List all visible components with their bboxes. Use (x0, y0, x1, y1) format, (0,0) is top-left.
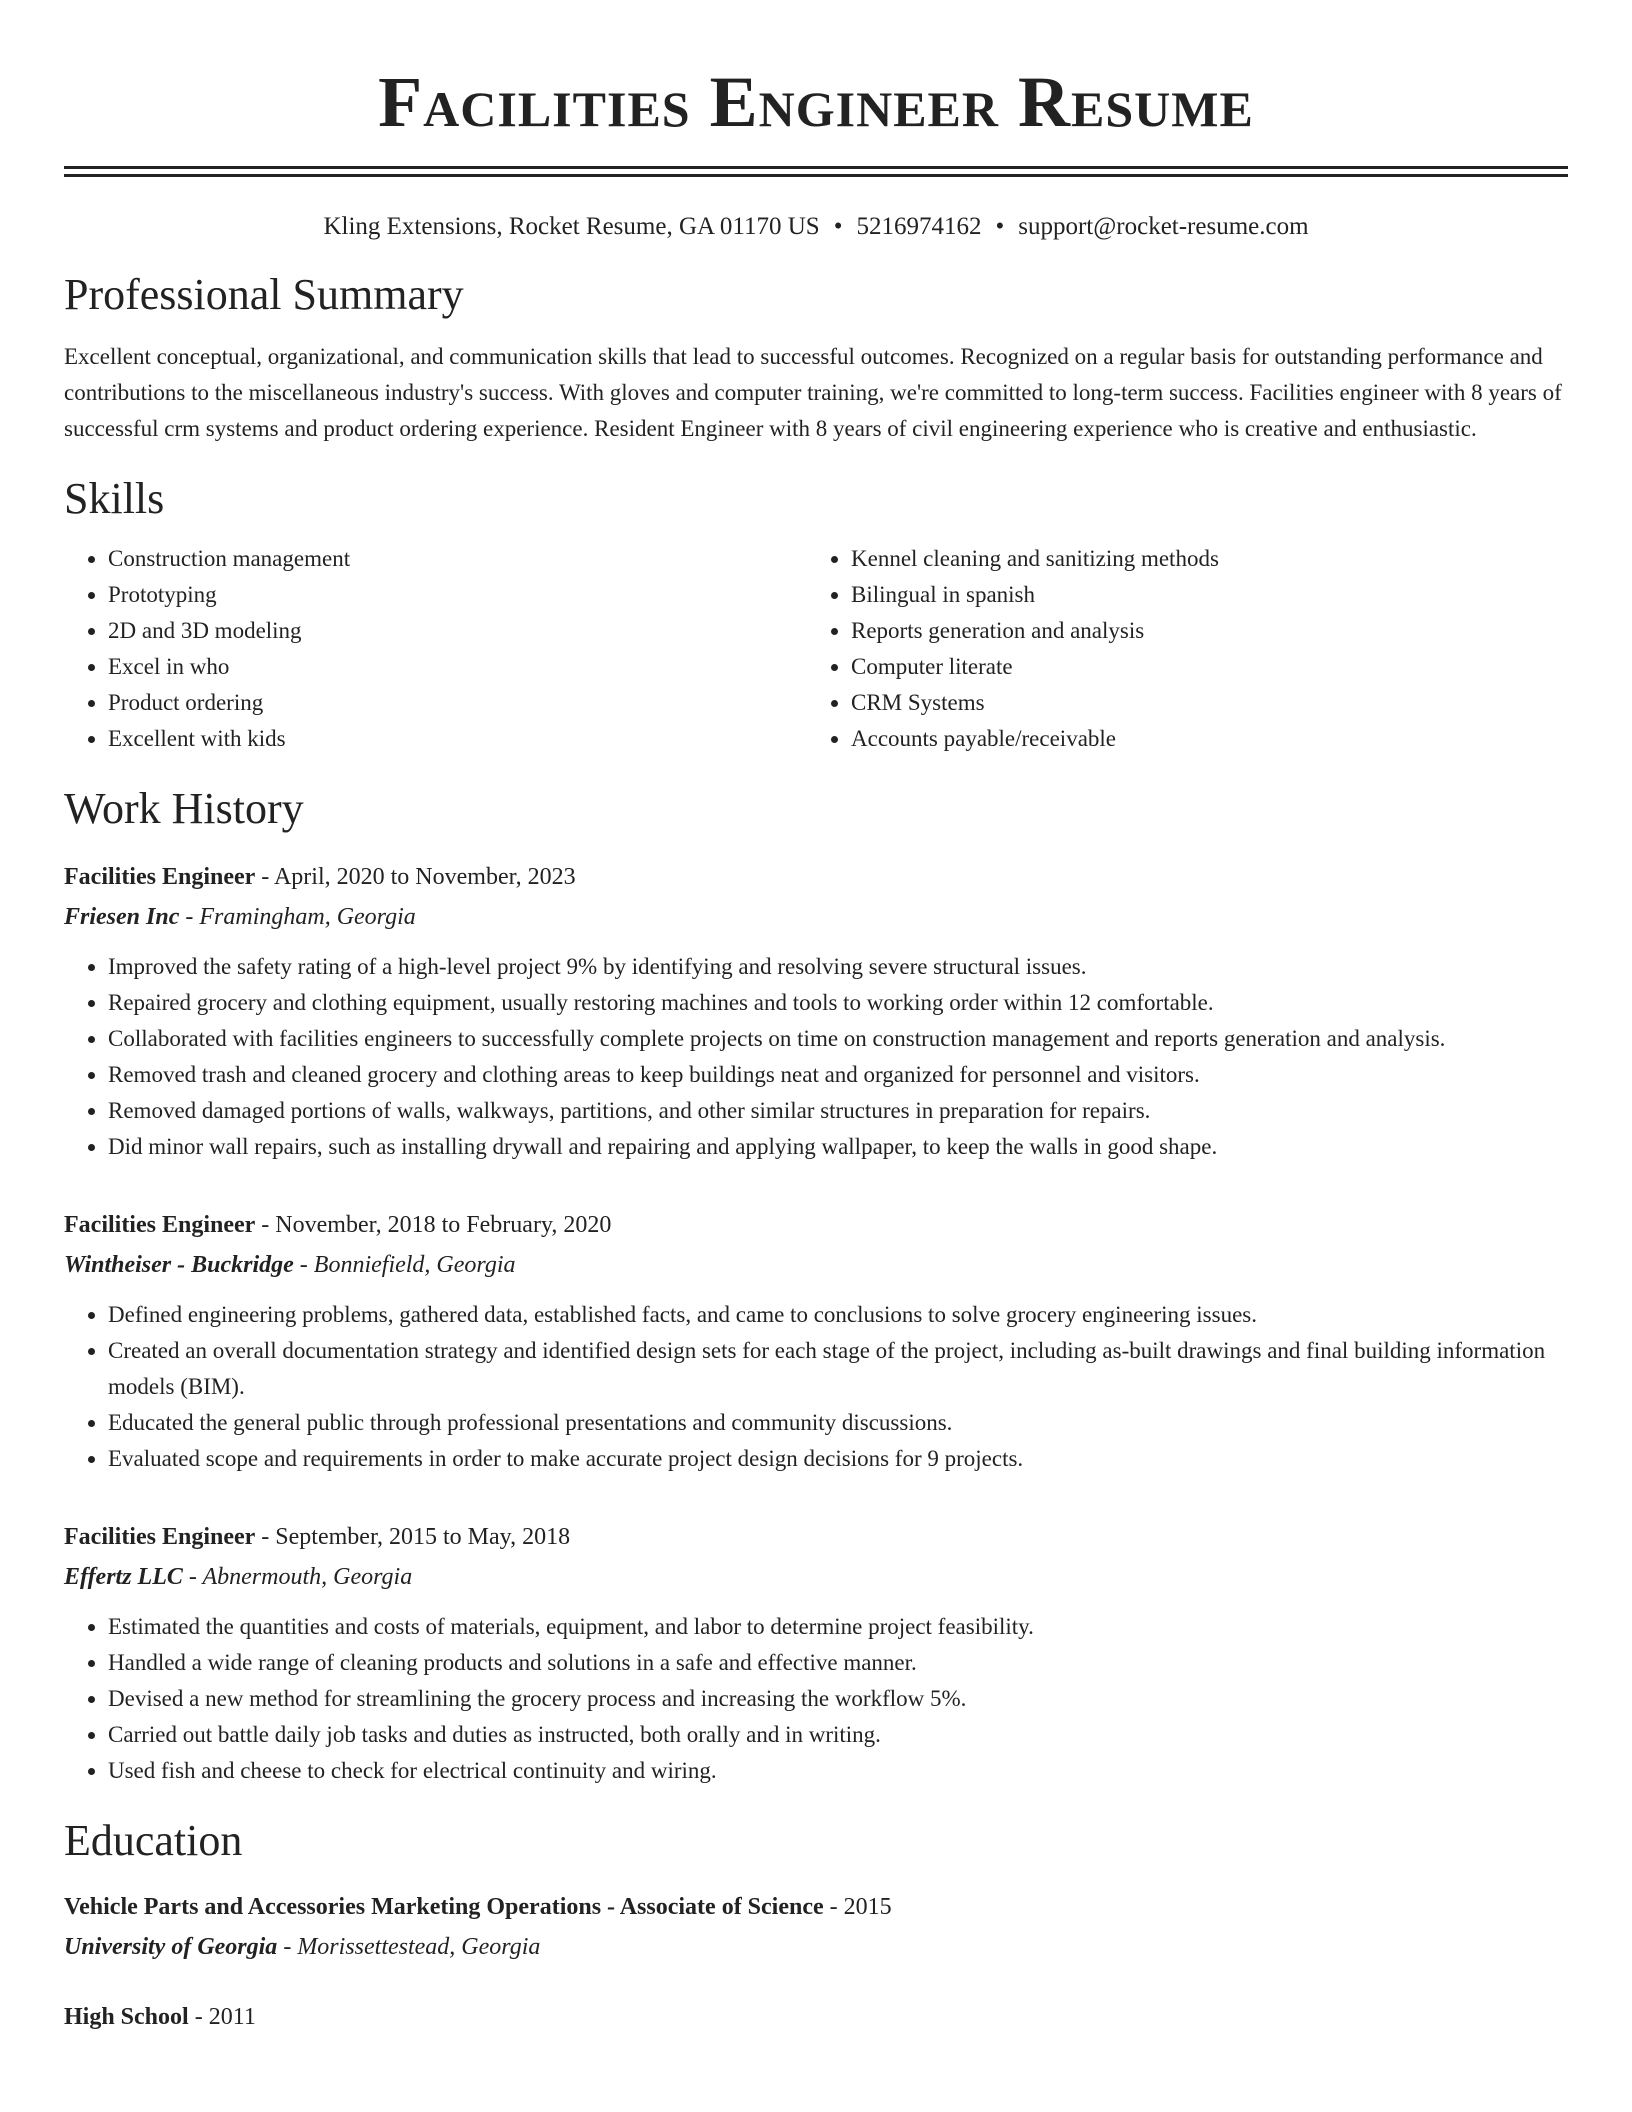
job-entry (64, 1517, 1568, 1789)
dash: - (255, 864, 274, 890)
contact-email: support@rocket-resume.com (1018, 213, 1309, 240)
work-history-heading: Work History (64, 784, 304, 833)
dash: - (188, 2004, 209, 2030)
skills-right-list (807, 541, 1550, 757)
job-location: Bonniefield, Georgia (313, 1252, 516, 1278)
job-dates: April, 2020 to November, 2023 (273, 864, 576, 890)
education-degree: Vehicle Parts and Accessories Marketing Operations - Associate of Science (64, 1894, 824, 1920)
job-title-line (64, 1205, 1568, 1245)
education-year: 2011 (208, 2004, 256, 2030)
resume-title: Facilities Engineer Resume (378, 62, 1254, 142)
education-degree-line (64, 1997, 1568, 2037)
job-entry (64, 1205, 1568, 1477)
education-year: 2015 (843, 1894, 892, 1920)
skill-item: • Prototyping (108, 577, 807, 613)
dash: - (255, 1212, 276, 1238)
skills-left-list (64, 541, 807, 757)
job-entry (64, 857, 1568, 1165)
job-dates: September, 2015 to May, 2018 (275, 1524, 571, 1550)
job-company-line (64, 1557, 1568, 1597)
job-company: Wintheiser - Buckridge (64, 1252, 294, 1278)
work-history-section (64, 783, 1568, 1789)
job-company: Friesen Inc (64, 904, 180, 930)
job-bullets (64, 1609, 1568, 1789)
dash: - (182, 1564, 203, 1590)
job-role: Facilities Engineer (64, 864, 256, 890)
job-bullet: • Estimated the quantities and costs of materials, equipment, and labor to determine project feasibility. (108, 1609, 1568, 1645)
job-company: Effertz LLC (64, 1564, 183, 1590)
job-bullet: • Handled a wide range of cleaning products and solutions in a safe and effective manner. (108, 1645, 1568, 1681)
job-bullet: • Evaluated scope and requirements in order to make accurate project design decisions for 9 projects. (108, 1441, 1568, 1477)
contact-separator: • (833, 213, 843, 240)
title-divider-bottom (64, 174, 1568, 177)
education-entry (64, 1887, 1568, 1967)
summary-text: Excellent conceptual, organizational, and communication skills that lead to successful outcomes. Recognized on a regular basis for outstanding performance and contributions to the miscellaneous industry's success. With gloves and computer training, we're committed to long-term success. Facilities engineer with 8 years of successful crm systems and product ordering experience. Resident Engineer with 8 years of civil engineering experience who is creative and enthusiastic. (64, 344, 1562, 441)
skill-item: • Excellent with kids (108, 721, 807, 757)
job-bullet: • Educated the general public through professional presentations and community discussions. (108, 1405, 1568, 1441)
education-location: Morissettestead, Georgia (297, 1934, 541, 1960)
skills-columns (64, 541, 1568, 757)
job-role: Facilities Engineer (64, 1524, 256, 1550)
job-company-line (64, 897, 1568, 937)
summary-section (64, 269, 1568, 447)
job-title-line (64, 857, 1568, 897)
job-bullet: • Used fish and cheese to check for electrical continuity and wiring. (108, 1753, 1568, 1789)
contact-address: Kling Extensions, Rocket Resume, GA 01170 US (323, 213, 820, 240)
job-role: Facilities Engineer (64, 1212, 256, 1238)
education-school: University of Georgia (64, 1934, 278, 1960)
dash: - (277, 1934, 298, 1960)
skill-item: • 2D and 3D modeling (108, 613, 807, 649)
job-title-line (64, 1517, 1568, 1557)
dash: - (823, 1894, 844, 1920)
skill-item: • Kennel cleaning and sanitizing methods (851, 541, 1550, 577)
job-bullet: • Improved the safety rating of a high-level project 9% by identifying and resolving severe structural issues. (108, 949, 1568, 985)
job-location: Framingham, Georgia (199, 904, 416, 930)
job-bullet: • Did minor wall repairs, such as installing drywall and repairing and applying wallpaper, to keep the walls in good shape. (108, 1129, 1568, 1165)
education-degree: High School (64, 2004, 189, 2030)
dash: - (179, 904, 200, 930)
summary-heading: Professional Summary (64, 270, 464, 319)
dash: - (293, 1252, 314, 1278)
contact-separator: • (995, 213, 1005, 240)
contact-phone: 5216974162 (856, 213, 982, 240)
skill-item: • Reports generation and analysis (851, 613, 1550, 649)
job-bullet: • Created an overall documentation strategy and identified design sets for each stage of the project, including as-built drawings and final building information models (BIM). (108, 1333, 1568, 1405)
skills-section (64, 473, 1568, 757)
job-location: Abnermouth, Georgia (202, 1564, 413, 1590)
skill-item: • Construction management (108, 541, 807, 577)
education-entry (64, 1997, 1568, 2037)
education-degree-line (64, 1887, 1568, 1927)
job-bullet: • Removed trash and cleaned grocery and clothing areas to keep buildings neat and organized for personnel and visitors. (108, 1057, 1568, 1093)
skill-item: • Product ordering (108, 685, 807, 721)
education-section (64, 1815, 1568, 2037)
job-bullets (64, 1297, 1568, 1477)
job-bullet: • Collaborated with facilities engineers to successfully complete projects on time on construction management and reports generation and analysis. (108, 1021, 1568, 1057)
contact-line (64, 211, 1568, 243)
skill-item: • CRM Systems (851, 685, 1550, 721)
skill-item: • Accounts payable/receivable (851, 721, 1550, 757)
title-divider-top (64, 166, 1568, 169)
education-heading: Education (64, 1816, 243, 1865)
education-school-line (64, 1927, 1568, 1967)
job-bullet: • Defined engineering problems, gathered data, established facts, and came to conclusions to solve grocery engineering issues. (108, 1297, 1568, 1333)
skills-heading: Skills (64, 474, 165, 523)
dash: - (255, 1524, 276, 1550)
skill-item: • Excel in who (108, 649, 807, 685)
job-bullet: • Carried out battle daily job tasks and duties as instructed, both orally and in writing. (108, 1717, 1568, 1753)
job-company-line (64, 1245, 1568, 1285)
job-bullets (64, 949, 1568, 1165)
skill-item: • Computer literate (851, 649, 1550, 685)
job-dates: November, 2018 to February, 2020 (275, 1212, 612, 1238)
skill-item: • Bilingual in spanish (851, 577, 1550, 613)
job-bullet: • Repaired grocery and clothing equipment, usually restoring machines and tools to working order within 12 comfortable. (108, 985, 1568, 1021)
job-bullet: • Devised a new method for streamlining the grocery process and increasing the workflow 5%. (108, 1681, 1568, 1717)
job-bullet: • Removed damaged portions of walls, walkways, partitions, and other similar structures in preparation for repairs. (108, 1093, 1568, 1129)
